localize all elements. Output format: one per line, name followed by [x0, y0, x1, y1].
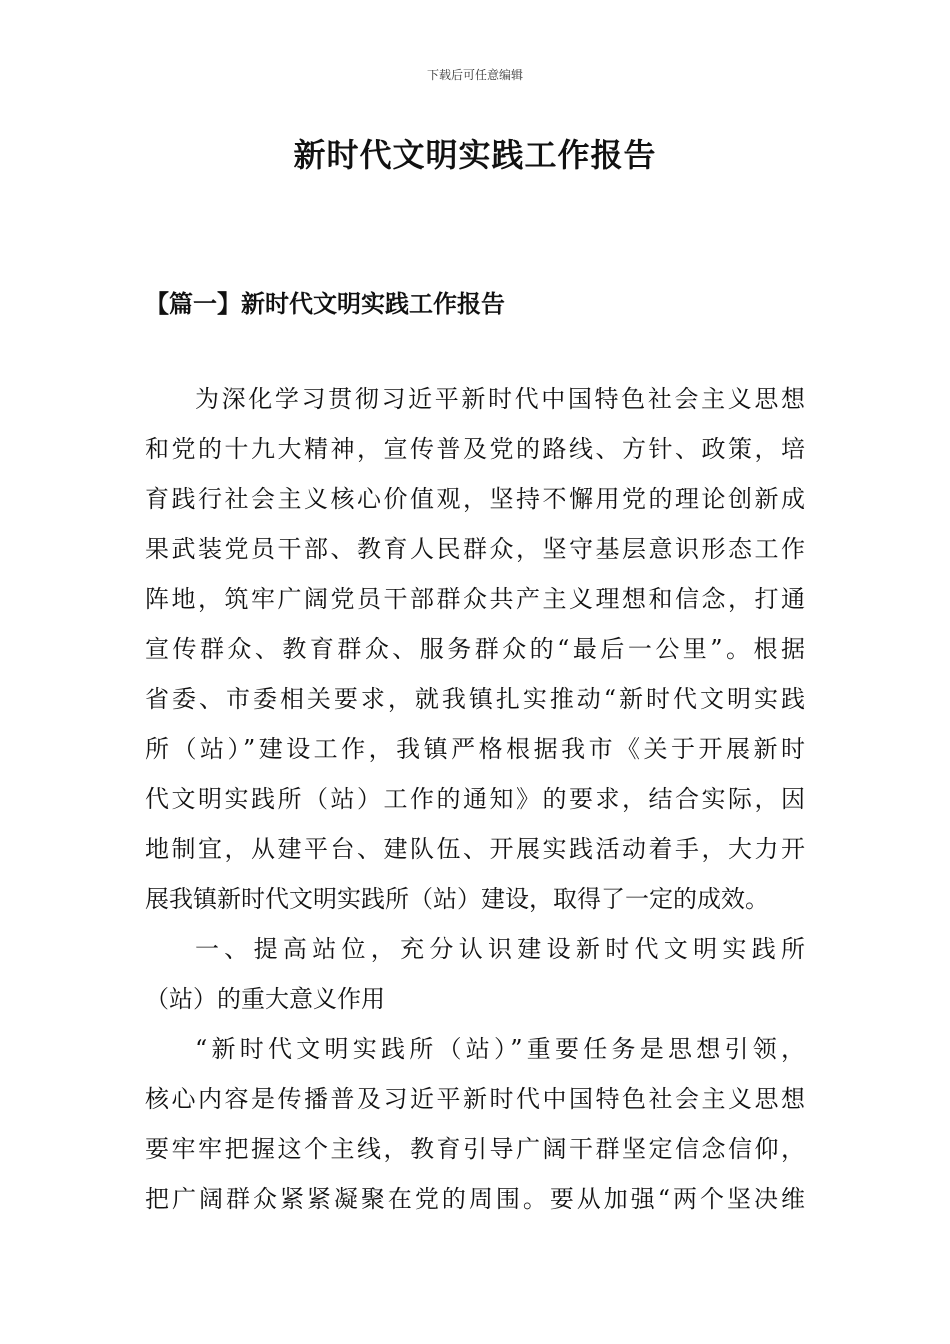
- paragraph-line: 省委、市委相关要求，就我镇扎实推动“新时代文明实践: [145, 685, 805, 713]
- paragraph-line: 一、提高站位，充分认识建设新时代文明实践所: [195, 935, 805, 963]
- paragraph-line: 育践行社会主义核心价值观，坚持不懈用党的理论创新成: [145, 485, 805, 513]
- paragraph-line: 展我镇新时代文明实践所（站）建设，取得了一定的成效。: [145, 885, 769, 913]
- section-heading: 【篇一】新时代文明实践工作报告: [145, 289, 505, 318]
- paragraph-line: 和党的十九大精神，宣传普及党的路线、方针、政策，培: [145, 435, 805, 463]
- paragraph-line: 地制宜，从建平台、建队伍、开展实践活动着手，大力开: [145, 835, 805, 863]
- paragraph-line: 所（站）”建设工作，我镇严格根据我市《关于开展新时: [145, 735, 805, 763]
- paragraph-line: 为深化学习贯彻习近平新时代中国特色社会主义思想: [195, 385, 805, 413]
- paragraph-line: “新时代文明实践所（站）”重要任务是思想引领，: [195, 1035, 805, 1063]
- header-note: 下载后可任意编辑: [426, 68, 523, 82]
- body-text: [145, 374, 805, 1224]
- paragraph-line: （站）的重大意义作用: [145, 985, 385, 1013]
- subsection-heading: [145, 924, 805, 1024]
- paragraph-line: 把广阔群众紧紧凝聚在党的周围。要从加强“两个坚决维: [145, 1185, 805, 1213]
- paragraph-intro: [145, 374, 805, 924]
- paragraph-line: 要牢牢把握这个主线，教育引导广阔干群坚定信念信仰，: [145, 1135, 805, 1163]
- paragraph-line: 宣传群众、教育群众、服务群众的“最后一公里”。根据: [145, 635, 805, 663]
- paragraph-line: 果武装党员干部、教育人民群众，坚守基层意识形态工作: [145, 535, 805, 563]
- document-title: 新时代文明实践工作报告: [293, 136, 657, 174]
- paragraph-line: 核心内容是传播普及习近平新时代中国特色社会主义思想: [145, 1085, 805, 1113]
- paragraph-line: 代文明实践所（站）工作的通知》的要求，结合实际，因: [145, 785, 805, 813]
- paragraph-line: 阵地，筑牢广阔党员干部群众共产主义理想和信念，打通: [145, 585, 805, 613]
- paragraph-body: [145, 1024, 805, 1224]
